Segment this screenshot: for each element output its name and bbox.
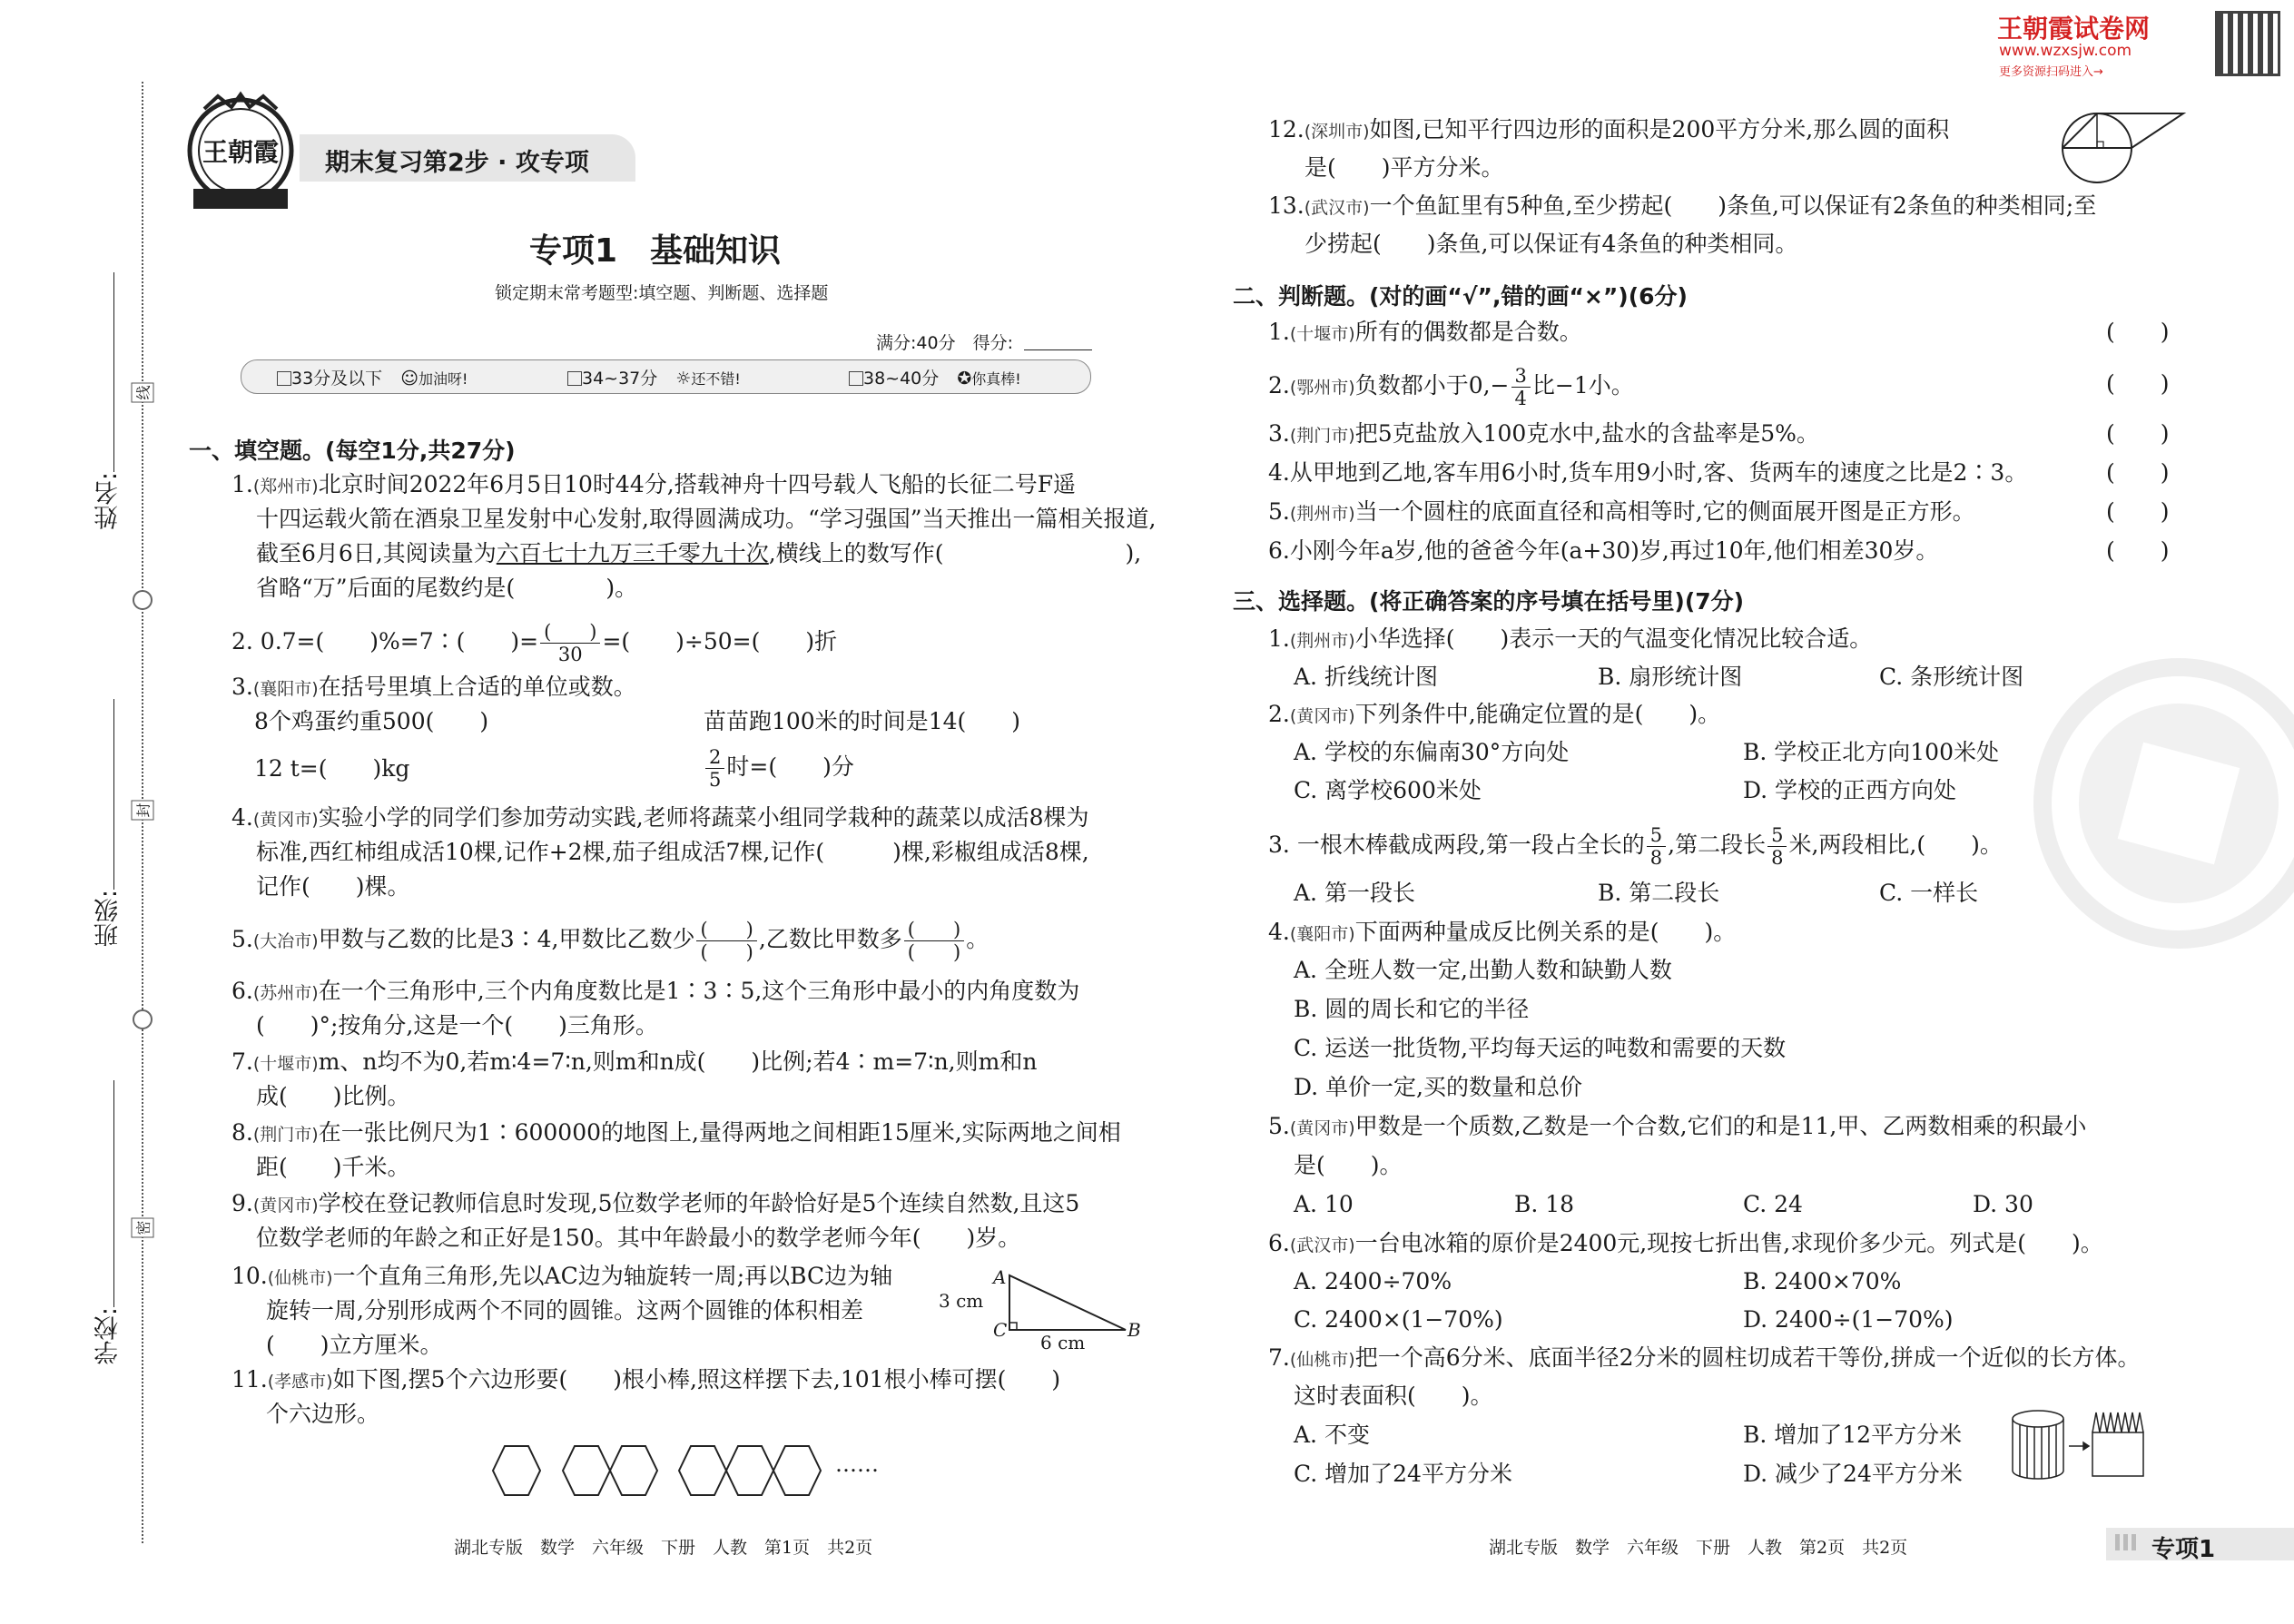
judge-paren-4[interactable]: ( ) <box>2106 459 2170 486</box>
choice-text: 小华选择( )表示一天的气温变化情况比较合适。 <box>1354 625 1873 652</box>
score-range: 34~37分 <box>582 369 658 389</box>
choice-text: 把一个高6分米、底面半径2分米的圆柱切成若干等份,拼成一个近似的长方体。 <box>1354 1344 2141 1371</box>
choice-5-option-b[interactable]: B. 18 <box>1514 1191 1575 1217</box>
q12-line1: 12.(深圳市)如图,已知平行四边形的面积是200平方分米,那么圆的面积 <box>1268 116 1950 143</box>
footer-tab-marker-icon <box>2115 1534 2137 1550</box>
score-blank[interactable] <box>1024 349 1092 350</box>
source-tag: (黄冈市) <box>252 1196 319 1216</box>
watermark-brand: 王朝霞试卷网 <box>1997 14 2151 44</box>
q10-text: 一个直角三角形,先以AC边为轴旋转一周;再以BC边为轴 <box>332 1263 893 1289</box>
section1-title: 一、填空题。(每空1分,共27分) <box>189 438 516 464</box>
binding-margin <box>0 0 182 1543</box>
seal-watermark-icon <box>2024 654 2294 953</box>
q10-line1: 10.(仙桃市)一个直角三角形,先以AC边为轴旋转一周;再以BC边为轴 <box>231 1263 893 1289</box>
choice-5-line2: 是( )。 <box>1294 1152 1403 1178</box>
choice-6-option-d[interactable]: D. 2400÷(1−70%) <box>1743 1306 1954 1333</box>
judge-number: 4. <box>1268 459 1290 486</box>
q5-text: 甲数与乙数的比是3∶4,甲数比乙数少 <box>318 926 695 952</box>
judge-text: 把5克盐放入100克水中,盐水的含盐率是5%。 <box>1354 420 1819 447</box>
source-tag: (深圳市) <box>1304 122 1370 142</box>
choice-6: 6.(武汉市)一台电冰箱的原价是2400元,现按七折出售,求现价多少元。列式是( )。 <box>1268 1230 2103 1256</box>
choice-3-option-c[interactable]: C. 一样长 <box>1879 880 1979 906</box>
fraction-denominator: ( ) <box>907 941 961 963</box>
fraction-numerator: ( ) <box>904 919 964 941</box>
q11-line2: 个六边形。 <box>266 1401 380 1427</box>
q5: 5.(大冶市)甲数与乙数的比是3∶4,甲数比乙数少 $\frac{( )}{( )}$ ,乙数比甲数多 $\frac{( )}{( )}$ 。 <box>231 919 989 963</box>
score-level-1 <box>277 365 468 389</box>
source-tag: (十堰市) <box>252 1054 319 1074</box>
fraction-numerator: 5 <box>1767 824 1787 847</box>
q3-d <box>704 746 854 791</box>
q3-a: 8个鸡蛋约重500( ) <box>254 708 489 734</box>
choice-5-option-d[interactable]: D. 30 <box>1973 1191 2033 1217</box>
q10-label-a: A <box>993 1266 1007 1288</box>
source-tag: (孝感市) <box>267 1372 333 1392</box>
q3-head: 3.(襄阳市)在括号里填上合适的单位或数。 <box>231 674 636 700</box>
school-label: 学校: <box>94 1307 123 1365</box>
star-face-icon: ✪ <box>957 369 972 389</box>
source-tag: (荆门市) <box>252 1125 319 1145</box>
q7-text: m、n均不为0,若m∶4=7∶n,则m和n成( )比例;若4∶m=7∶n,则m和n <box>318 1048 1038 1075</box>
fraction-numerator: ( ) <box>696 919 756 941</box>
source-tag: (襄阳市) <box>1289 924 1355 944</box>
judge-text: 所有的偶数都是合数。 <box>1354 319 1582 345</box>
q1-line1: 1.(郑州市)北京时间2022年6月5日10时44分,搭载神舟十四号载人飞船的长征二号F遥 <box>231 471 1077 497</box>
choice-7-option-a[interactable]: A. 不变 <box>1294 1422 1370 1448</box>
judge-2 <box>1268 365 1634 409</box>
sun-icon: ☼ <box>675 369 692 389</box>
smiley-icon: ☺ <box>400 369 419 389</box>
q12-line2: 是( )平方分米。 <box>1305 154 1504 181</box>
q2-fraction <box>540 621 600 665</box>
judge-number: 5. <box>1268 498 1290 525</box>
score-level-2 <box>567 365 741 389</box>
choice-text: 甲数是一个质数,乙数是一个合数,它们的和是11,甲、乙两数相乘的积最小 <box>1354 1113 2087 1139</box>
choice-2: 2.(黄冈市)下列条件中,能确定位置的是( )。 <box>1268 701 1721 727</box>
source-tag: (襄阳市) <box>252 679 319 699</box>
choice-5-line1: 5.(黄冈市)甲数是一个质数,乙数是一个合数,它们的和是11,甲、乙两数相乘的积最小 <box>1268 1113 2087 1139</box>
q3-fraction <box>705 746 724 791</box>
source-tag: (武汉市) <box>1289 1235 1355 1255</box>
judge-1 <box>1268 315 1582 351</box>
choice-7-line1: 7.(仙桃市)把一个高6分米、底面半径2分米的圆柱切成若干等份,拼成一个近似的长方体。 <box>1268 1344 2141 1371</box>
source-tag: (大冶市) <box>252 931 319 951</box>
checkbox-icon[interactable] <box>849 371 863 386</box>
footer-left: 湖北专版 数学 六年级 下册 人教 第1页 共2页 <box>454 1538 873 1558</box>
brand-name: 王朝霞 <box>202 137 279 167</box>
source-tag: (苏州市) <box>252 983 319 1003</box>
judge-paren-3[interactable]: ( ) <box>2106 420 2170 447</box>
q5-fraction-1 <box>696 919 756 963</box>
choice-2-option-a[interactable]: A. 学校的东偏南30°方向处 <box>1294 739 1570 765</box>
footer-right: 湖北专版 数学 六年级 下册 人教 第2页 共2页 <box>1489 1538 1908 1558</box>
source-tag: (黄冈市) <box>252 810 319 830</box>
choice-4-option-a[interactable]: A. 全班人数一定,出勤人数和缺勤人数 <box>1294 957 1672 983</box>
choice-3-option-b[interactable]: B. 第二段长 <box>1598 880 1720 906</box>
q10-line2: 旋转一周,分别形成两个不同的圆锥。这两个圆锥的体积相差 <box>266 1297 863 1324</box>
choice-text: 一台电冰箱的原价是2400元,现按七折出售,求现价多少元。列式是( )。 <box>1354 1230 2103 1256</box>
choice-7-option-d[interactable]: D. 减少了24平方分米 <box>1743 1461 1963 1487</box>
q11-dots: …… <box>835 1452 879 1477</box>
q7-line1: 7.(十堰市)m、n均不为0,若m∶4=7∶n,则m和n成( )比例;若4∶m=7∶n,则m和n <box>231 1048 1038 1075</box>
choice-4-option-d[interactable]: D. 单价一定,买的数量和总价 <box>1294 1074 1582 1100</box>
judge-text: 比−1小。 <box>1531 372 1634 399</box>
judge-paren-5[interactable]: ( ) <box>2106 498 2170 525</box>
q2 <box>231 621 837 665</box>
choice-1-option-a[interactable]: A. 折线统计图 <box>1294 664 1438 690</box>
q13-line2: 少捞起( )条鱼,可以保证有4条鱼的种类相同。 <box>1305 231 1798 257</box>
q3-text: 在括号里填上合适的单位或数。 <box>318 674 636 700</box>
choice-4-option-c[interactable]: C. 运送一批货物,平均每天运的吨数和需要的天数 <box>1294 1035 1787 1061</box>
score-range: 33分及以下 <box>291 369 383 389</box>
source-tag: (仙桃市) <box>1289 1350 1355 1370</box>
banner-text: 期末复习第2步 · 攻专项 <box>325 149 589 177</box>
q10-side-ac: 3 cm <box>939 1290 984 1312</box>
q4-text: 实验小学的同学们参加劳动实践,老师将蔬菜小组同学栽种的蔬菜以成活8棵为 <box>318 804 1089 831</box>
choice-6-option-a[interactable]: A. 2400÷70% <box>1294 1268 1452 1294</box>
cylinder-to-cuboid-icon <box>2011 1405 2147 1482</box>
judge-paren-2[interactable]: ( ) <box>2106 370 2170 397</box>
choice-6-option-c[interactable]: C. 2400×(1−70%) <box>1294 1306 1503 1333</box>
secret-seal-watermark <box>2024 654 2294 953</box>
choice-text: 下列条件中,能确定位置的是( )。 <box>1354 701 1721 727</box>
q10-label-b: B <box>1127 1319 1141 1341</box>
q1-underlined: 六百七十九万三千零九十次 <box>496 540 769 566</box>
fraction-denominator: 30 <box>557 644 583 665</box>
source-tag: (荆门市) <box>1289 426 1355 446</box>
q6-line1: 6.(苏州市)在一个三角形中,三个内角度数比是1∶3∶5,这个三角形中最小的内角度数为 <box>231 978 1080 1004</box>
q10-triangle-figure <box>939 1266 1144 1357</box>
choice-3-option-a[interactable]: A. 第一段长 <box>1294 880 1415 906</box>
fraction-denominator: 5 <box>709 769 722 791</box>
choice-7-cylinder-figure <box>2011 1405 2147 1482</box>
choice-1: 1.(荆州市)小华选择( )表示一天的气温变化情况比较合适。 <box>1268 625 1873 652</box>
q5-text: ,乙数比甲数多 <box>758 926 902 952</box>
q12-text: 如图,已知平行四边形的面积是200平方分米,那么圆的面积 <box>1369 116 1950 143</box>
judge-paren-1[interactable]: ( ) <box>2106 319 2170 345</box>
binding-mark-secret: 密 <box>132 1218 154 1238</box>
choice-text: 米,两段相比,( )。 <box>1788 832 2003 858</box>
judge-text: 从甲地到乙地,客车用6小时,货车用9小时,客、货两车的速度之比是2∶3。 <box>1289 459 2028 486</box>
q10-side-bc: 6 cm <box>1040 1332 1086 1353</box>
source-tag: (郑州市) <box>252 477 319 497</box>
page-subtitle: 锁定期末常考题型:填空题、判断题、选择题 <box>495 283 829 303</box>
binding-mark-line: 线 <box>132 383 154 403</box>
source-tag: (黄冈市) <box>1289 1118 1355 1138</box>
brand-logo <box>186 91 295 213</box>
choice-text: 下面两种量成反比例关系的是( )。 <box>1354 919 1737 945</box>
judge-5 <box>1268 495 1975 531</box>
score-remark: 还不错! <box>691 370 741 388</box>
class-label: 班级: <box>94 890 123 948</box>
source-tag: (武汉市) <box>1304 198 1370 218</box>
choice-5-option-c[interactable]: C. 24 <box>1743 1191 1803 1217</box>
score-remark: 加油呀! <box>418 370 468 388</box>
qr-code-icon[interactable] <box>2215 11 2280 76</box>
q7-line2: 成( )比例。 <box>256 1083 410 1109</box>
source-tag: (荆州市) <box>1289 504 1355 524</box>
q9-line2: 位数学老师的年龄之和正好是150。其中年龄最小的数学老师今年( )岁。 <box>256 1225 1021 1251</box>
choice-7-line2: 这时表面积( )。 <box>1294 1383 1493 1409</box>
choice-text: 一根木棒截成两段,第一段占全长的 <box>1296 832 1645 858</box>
q1-text: 北京时间2022年6月5日10时44分,搭载神舟十四号载人飞船的长征二号F遥 <box>318 471 1077 497</box>
name-line <box>113 272 114 472</box>
checkbox-icon[interactable] <box>277 371 291 386</box>
watermark-url: www.wzxsjw.com <box>1999 42 2132 60</box>
source-tag: (黄冈市) <box>1289 706 1355 726</box>
q1-text: ,横线上的数写作( ), <box>768 540 1142 566</box>
choice-text: ,第二段长 <box>1668 832 1767 858</box>
q3-b: 苗苗跑100米的时间是14( ) <box>704 708 1021 734</box>
circle-parallelogram-icon <box>2056 111 2192 185</box>
q13-text: 一个鱼缸里有5种鱼,至少捞起( )条鱼,可以保证有2条鱼的种类相同;至 <box>1369 192 2097 219</box>
q9-text: 学校在登记教师信息时发现,5位数学老师的年龄恰好是5个连续自然数,且这5 <box>318 1190 1080 1216</box>
q3-text: 时=( )分 <box>726 753 854 780</box>
q10-line3: ( )立方厘米。 <box>266 1332 443 1358</box>
choice-4-option-b[interactable]: B. 圆的周长和它的半径 <box>1294 996 1530 1022</box>
score-range: 38~40分 <box>863 369 940 389</box>
judge-number: 2. <box>1268 372 1290 399</box>
q9-line1: 9.(黄冈市)学校在登记教师信息时发现,5位数学老师的年龄恰好是5个连续自然数,且这5 <box>231 1190 1080 1216</box>
binding-mark-seal: 封 <box>132 801 154 821</box>
choice-3-fraction-1 <box>1647 824 1666 869</box>
fraction-numerator: ( ) <box>540 621 600 644</box>
score-level-3 <box>849 365 1021 389</box>
choice-2-option-b[interactable]: B. 学校正北方向100米处 <box>1743 739 1999 765</box>
q8-line2: 距( )千米。 <box>256 1154 410 1180</box>
q5-fraction-2 <box>904 919 964 963</box>
choice-7-option-b[interactable]: B. 增加了12平方分米 <box>1743 1422 1963 1448</box>
class-line <box>113 699 114 890</box>
choice-5-option-a[interactable]: A. 10 <box>1294 1191 1354 1217</box>
checkbox-icon[interactable] <box>567 371 582 386</box>
judge-text: 负数都小于0,− <box>1354 372 1510 399</box>
fraction-denominator: 8 <box>1649 847 1663 869</box>
binding-hole-icon <box>133 590 153 610</box>
source-tag: (荆州市) <box>1289 631 1355 651</box>
section3-title: 三、选择题。(将正确答案的序号填在括号里)(7分) <box>1233 588 1745 615</box>
q1-text: 截至6月6日,其阅读量为 <box>256 540 497 566</box>
source-tag: (鄂州市) <box>1289 378 1355 398</box>
judge-paren-6[interactable]: ( ) <box>2106 537 2170 564</box>
school-line <box>113 1080 114 1307</box>
q13-line1: 13.(武汉市)一个鱼缸里有5种鱼,至少捞起( )条鱼,可以保证有2条鱼的种类相同;至 <box>1268 192 2097 219</box>
q1-line3 <box>256 536 1141 571</box>
score-remark: 你真棒! <box>971 370 1021 388</box>
choice-3: 3. 一根木棒截成两段,第一段占全长的 $\frac{5}{8}$ ,第二段长 $\frac{5}{8}$ 米,两段相比,( )。 <box>1268 824 2003 869</box>
q11-hexagon-figure <box>481 1439 899 1502</box>
judge-2-fraction <box>1511 365 1531 409</box>
judge-6 <box>1268 534 1938 568</box>
fraction-denominator: 8 <box>1771 847 1784 869</box>
fraction-denominator: 4 <box>1514 388 1527 409</box>
q4-line2: 标准,西红柿组成活10棵,记作+2棵,茄子组成活7棵,记作( )棵,彩椒组成活8棵, <box>256 839 1089 865</box>
q6-line2: ( )°;按角分,这是一个( )三角形。 <box>256 1012 658 1038</box>
judge-text: 小刚今年a岁,他的爸爸今年(a+30)岁,再过10年,他们相差30岁。 <box>1289 537 1939 564</box>
judge-number: 1. <box>1268 319 1290 345</box>
judge-number: 6. <box>1268 537 1290 564</box>
q10-label-c: C <box>993 1319 1008 1341</box>
name-label: 姓名: <box>94 472 123 530</box>
choice-3-fraction-2 <box>1767 824 1787 869</box>
judge-4 <box>1268 456 2027 490</box>
q12-circle-figure <box>2056 111 2192 185</box>
judge-text: 当一个圆柱的底面直径和高相等时,它的侧面展开图是正方形。 <box>1354 498 1975 525</box>
fraction-denominator: ( ) <box>700 941 753 963</box>
choice-2-option-c[interactable]: C. 离学校600米处 <box>1294 777 1482 803</box>
q2-text: 2. 0.7=( )%=7∶( )= <box>231 628 539 655</box>
q3-c: 12 t=( )kg <box>254 755 410 782</box>
binding-hole-icon <box>133 1009 153 1029</box>
judge-3 <box>1268 417 1819 453</box>
q2-text: =( )÷50=( )折 <box>602 628 838 655</box>
choice-4: 4.(襄阳市)下面两种量成反比例关系的是( )。 <box>1268 919 1737 945</box>
q11-line1: 11.(孝感市)如下图,摆5个六边形要( )根小棒,照这样摆下去,101根小棒可摆( ) <box>231 1366 1061 1393</box>
choice-2-option-d[interactable]: D. 学校的正西方向处 <box>1743 777 1957 803</box>
q11-text: 如下图,摆5个六边形要( )根小棒,照这样摆下去,101根小棒可摆( ) <box>332 1366 1061 1393</box>
q4-line1: 4.(黄冈市)实验小学的同学们参加劳动实践,老师将蔬菜小组同学栽种的蔬菜以成活8棵为 <box>231 804 1089 831</box>
fraction-numerator: 2 <box>705 746 724 769</box>
judge-number: 3. <box>1268 420 1290 447</box>
q8-line1: 8.(荆门市)在一张比例尺为1∶600000的地图上,量得两地之间相距15厘米,实际两地之间相 <box>231 1119 1121 1146</box>
choice-1-option-b[interactable]: B. 扇形统计图 <box>1598 664 1743 690</box>
choice-7-option-c[interactable]: C. 增加了24平方分米 <box>1294 1461 1512 1487</box>
section2-title: 二、判断题。(对的画“√”,错的画“×”)(6分) <box>1233 283 1688 310</box>
q1-line4: 省略“万”后面的尾数约是( )。 <box>256 575 638 601</box>
q6-text: 在一个三角形中,三个内角度数比是1∶3∶5,这个三角形中最小的内角度数为 <box>318 978 1080 1004</box>
watermark-box <box>1997 9 2288 77</box>
watermark-note: 更多资源扫码进入→ <box>1999 65 2103 79</box>
footer-tab-label: 专项1 <box>2151 1536 2216 1563</box>
score-total: 满分:40分 得分: <box>876 333 1013 353</box>
q4-line3: 记作( )棵。 <box>256 873 410 900</box>
page-title: 专项1 基础知识 <box>529 232 782 270</box>
source-tag: (十堰市) <box>1289 324 1355 344</box>
choice-1-option-c[interactable]: C. 条形统计图 <box>1879 664 2024 690</box>
q8-text: 在一张比例尺为1∶600000的地图上,量得两地之间相距15厘米,实际两地之间相 <box>318 1119 1121 1146</box>
source-tag: (仙桃市) <box>267 1268 333 1288</box>
fraction-numerator: 5 <box>1647 824 1666 847</box>
fraction-numerator: 3 <box>1511 365 1531 388</box>
choice-6-option-b[interactable]: B. 2400×70% <box>1743 1268 1902 1294</box>
q1-line2: 十四运载火箭在酒泉卫星发射中心发射,取得圆满成功。“学习强国”当天推出一篇相关报道, <box>256 506 1157 532</box>
